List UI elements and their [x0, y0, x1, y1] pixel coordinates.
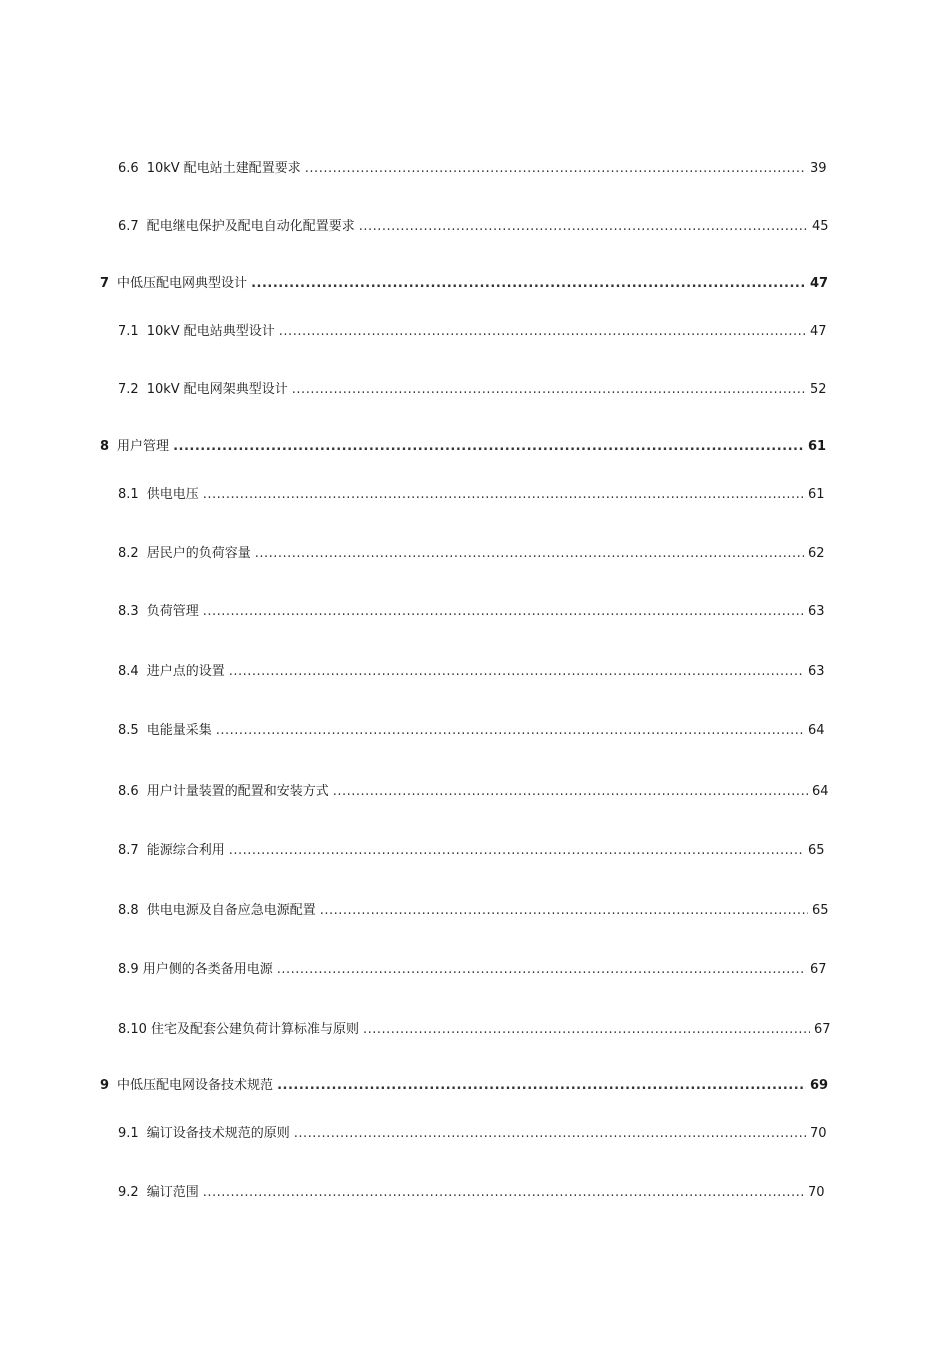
toc-leader: [363, 1022, 810, 1037]
toc-page: 63: [808, 604, 825, 619]
toc-page: 70: [810, 1126, 827, 1141]
toc-leader: [292, 382, 806, 397]
toc-number: 8.2: [118, 546, 139, 561]
toc-page: 47: [810, 276, 829, 291]
toc-leader: [279, 324, 806, 339]
toc-entry-6-6[interactable]: [118, 157, 830, 176]
toc-page: 67: [810, 962, 827, 977]
toc-title: 10kV 配电站典型设计: [146, 324, 275, 339]
toc-title: 进户点的设置: [146, 664, 225, 679]
toc-page: 70: [808, 1185, 825, 1200]
toc-number: 6.6: [118, 161, 139, 176]
toc-page: 63: [808, 664, 825, 679]
toc-page: 45: [812, 219, 829, 234]
toc-entry-8-8[interactable]: [118, 899, 832, 918]
toc-number: 8.9: [118, 962, 139, 977]
toc-entry-6-7[interactable]: [118, 215, 832, 234]
toc-title: 中低压配电网设备技术规范: [117, 1078, 274, 1093]
toc-page: 64: [812, 784, 829, 799]
toc-page: 39: [810, 161, 827, 176]
toc-title: 用户侧的各类备用电源: [142, 962, 273, 977]
toc-page: 52: [810, 382, 827, 397]
toc-leader: [229, 664, 804, 679]
toc-number: 8.10: [118, 1022, 147, 1037]
toc-leader: [333, 784, 808, 799]
toc-number: 8.4: [118, 664, 139, 679]
toc-leader: [294, 1126, 806, 1141]
toc-page: 61: [808, 439, 827, 454]
toc-entry-8[interactable]: [100, 435, 828, 454]
toc-entry-8-9[interactable]: [118, 958, 830, 977]
toc-leader: [359, 219, 808, 234]
toc-entry-8-4[interactable]: [118, 660, 828, 679]
toc-number: 6.7: [118, 219, 139, 234]
toc-leader: [216, 723, 804, 738]
toc-entry-8-1[interactable]: [118, 483, 828, 502]
toc-title: 负荷管理: [146, 604, 199, 619]
toc-number: 9.2: [118, 1185, 139, 1200]
toc-leader: [173, 439, 804, 454]
toc-entry-8-2[interactable]: [118, 542, 828, 561]
toc-number: 8.7: [118, 843, 139, 858]
toc-number: 7: [100, 276, 110, 291]
toc-entry-8-3[interactable]: [118, 600, 828, 619]
toc-title: 中低压配电网典型设计: [117, 276, 248, 291]
toc-entry-7-2[interactable]: [118, 378, 830, 397]
toc-title: 能源综合利用: [146, 843, 225, 858]
toc-title: 10kV 配电网架典型设计: [146, 382, 288, 397]
toc-title: 供电电压: [146, 487, 199, 502]
toc-number: 7.2: [118, 382, 139, 397]
toc-leader: [203, 487, 804, 502]
toc-page: 62: [808, 546, 825, 561]
toc-title: 编订设备技术规范的原则: [146, 1126, 290, 1141]
toc-page: 64: [808, 723, 825, 738]
toc-entry-9[interactable]: [100, 1074, 830, 1093]
toc-title: 住宅及配套公建负荷计算标准与原则: [150, 1022, 359, 1037]
toc-number: 9: [100, 1078, 110, 1093]
toc-number: 8.5: [118, 723, 139, 738]
toc-entry-8-7[interactable]: [118, 839, 828, 858]
toc-leader: [203, 604, 804, 619]
toc-title: 居民户的负荷容量: [146, 546, 251, 561]
toc-title: 编订范围: [146, 1185, 199, 1200]
toc-number: 7.1: [118, 324, 139, 339]
toc-entry-7[interactable]: [100, 272, 830, 291]
toc-number: 9.1: [118, 1126, 139, 1141]
toc-leader: [255, 546, 804, 561]
toc-number: 8.3: [118, 604, 139, 619]
toc-title: 用户计量装置的配置和安装方式: [146, 784, 329, 799]
toc-page: 47: [810, 324, 827, 339]
toc-entry-8-5[interactable]: [118, 719, 828, 738]
toc-page: 67: [814, 1022, 831, 1037]
toc-page: 65: [812, 903, 829, 918]
toc-number: 8.1: [118, 487, 139, 502]
toc-entry-7-1[interactable]: [118, 320, 830, 339]
toc-title: 供电电源及自备应急电源配置: [146, 903, 316, 918]
toc-entry-8-10[interactable]: [118, 1018, 834, 1037]
toc-entry-9-1[interactable]: [118, 1122, 830, 1141]
toc-page: 61: [808, 487, 825, 502]
toc-number: 8.8: [118, 903, 139, 918]
toc-title: 配电继电保护及配电自动化配置要求: [146, 219, 355, 234]
toc-leader: [305, 161, 806, 176]
toc-leader: [203, 1185, 804, 1200]
toc-leader: [277, 1078, 806, 1093]
toc-number: 8.6: [118, 784, 139, 799]
toc-title: 电能量采集: [146, 723, 212, 738]
toc-page: 65: [808, 843, 825, 858]
toc-title: 10kV 配电站土建配置要求: [146, 161, 301, 176]
toc-entry-9-2[interactable]: [118, 1181, 828, 1200]
toc-leader: [251, 276, 806, 291]
toc-number: 8: [100, 439, 110, 454]
toc-leader: [277, 962, 806, 977]
toc-entry-8-6[interactable]: [118, 780, 832, 799]
toc-page: 69: [810, 1078, 829, 1093]
toc-leader: [229, 843, 804, 858]
toc-title: 用户管理: [117, 439, 170, 454]
toc-leader: [320, 903, 808, 918]
